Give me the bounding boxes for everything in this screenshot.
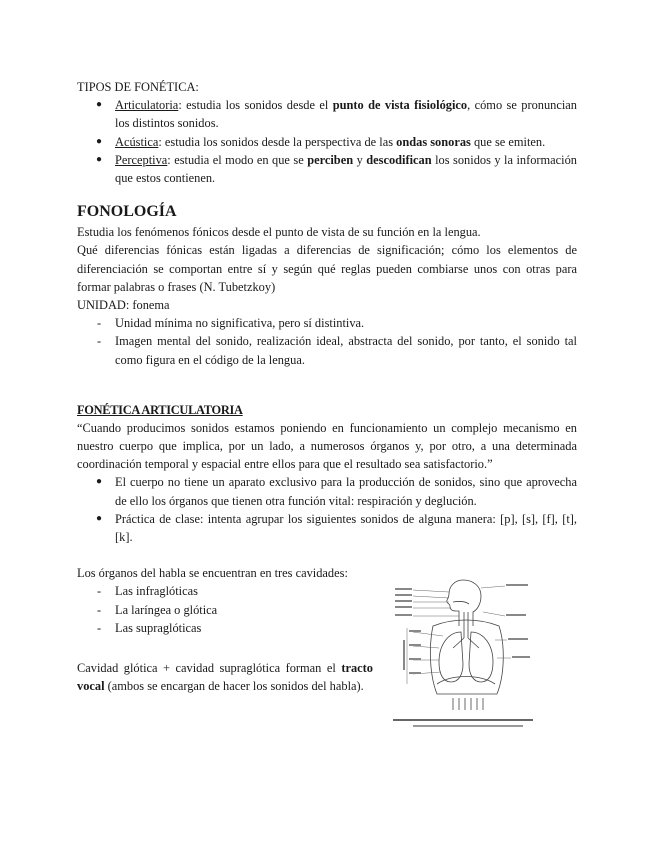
articulatoria-title: FONÉTICA ARTICULATORIA <box>77 402 243 417</box>
list-item: - Las infraglóticas <box>77 582 373 600</box>
fonologia-title: FONOLOGÍA <box>77 203 177 221</box>
unidad-label: UNIDAD: fonema <box>77 298 170 313</box>
list-item: ● Práctica de clase: intenta agrupar los siguientes sonidos de alguna manera: [p], [s], [f], [t], [k]. <box>77 510 577 546</box>
list-item: ● Acústica: estudia los sonidos desde la perspectiva de las ondas sonoras que se emiten. <box>77 133 577 151</box>
articulatoria-list <box>77 473 577 546</box>
cavidades-list <box>77 582 373 637</box>
figure-caption <box>393 719 545 727</box>
list-item: - Unidad mínima no significativa, pero sí distintiva. <box>77 314 577 332</box>
list-item: - La laríngea o glótica <box>77 601 373 619</box>
fonologia-paragraph-2: Qué diferencias fónicas están ligadas a diferencias de significación; cómo los elementos de diferenciación se comportan entre sí y según qué reglas pueden combiarse unos con otras para formar palabras o frases (N. Tubetzkoy) <box>77 243 577 294</box>
cavidades-intro: Los órganos del habla se encuentran en tres cavidades: <box>77 566 348 581</box>
fonema-list <box>77 314 577 369</box>
fonologia-paragraph-1: Estudia los fenómenos fónicos desde el punto de vista de su función en la lengua. <box>77 225 481 240</box>
list-item: ● Perceptiva: estudia el modo en que se perciben y descodifican los sonidos y la información que estos contienen. <box>77 151 577 187</box>
speech-organs-diagram <box>393 574 545 712</box>
tipos-list <box>77 96 577 187</box>
document-page <box>77 78 577 695</box>
list-item: - Las supraglóticas <box>77 619 373 637</box>
list-item: - Imagen mental del sonido, realización ideal, abstracta del sonido, por tanto, el sonido tal como figura en el código de la lengua. <box>77 332 577 368</box>
tracto-vocal-paragraph: Cavidad glótica + cavidad supraglótica forman el tracto vocal (ambos se encargan de hacer los sonidos del habla). <box>77 661 373 694</box>
list-item: ● El cuerpo no tiene un aparato exclusivo para la producción de sonidos, sino que aprovecha de ello los órganos que tienen otra función vital: respiración y deglución. <box>77 473 577 509</box>
cavidades-section <box>77 564 577 695</box>
tipos-heading: TIPOS DE FONÉTICA: <box>77 80 199 94</box>
list-item: ● Articulatoria: estudia los sonidos desde el punto de vista fisiológico, cómo se pronuncian los distintos sonidos. <box>77 96 577 132</box>
speech-organs-figure <box>393 574 545 724</box>
articulatoria-quote: “Cuando producimos sonidos estamos poniendo en funcionamiento un complejo mecanismo en nuestro cuerpo que implica, por un lado, a numerosos órganos y, por otro, a una determinada coordinación temporal y espacial entre ellos para que el resultado sea satisfactorio.” <box>77 420 577 472</box>
